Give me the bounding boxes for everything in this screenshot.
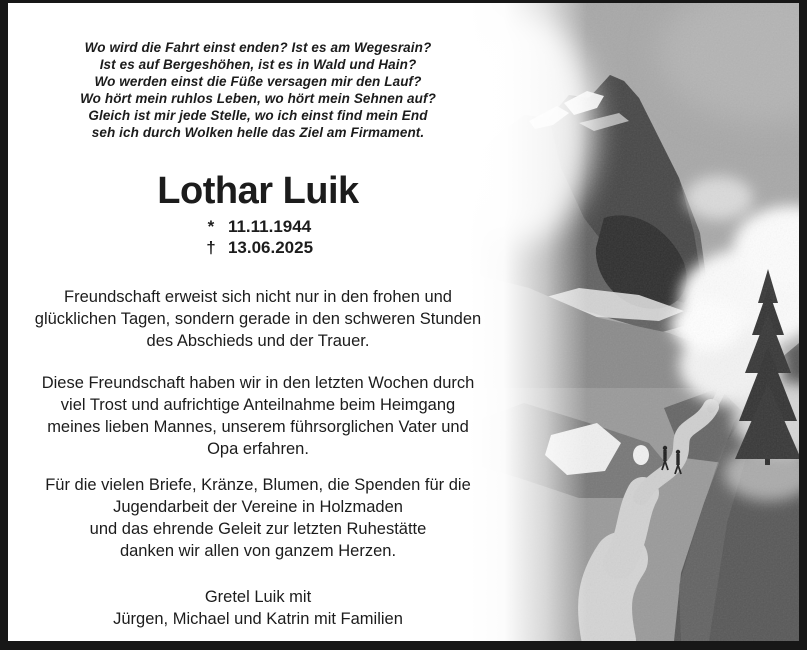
paragraph-line: des Abschieds und der Trauer. bbox=[146, 332, 370, 350]
deceased-name: Lothar Luik bbox=[157, 170, 359, 212]
paragraph-line: Opa erfahren. bbox=[207, 440, 309, 458]
poem-line: seh ich durch Wolken helle das Ziel am Firmament. bbox=[91, 125, 425, 140]
poem-line: Ist es auf Bergeshöhen, ist es in Wald und Hain? bbox=[99, 57, 417, 72]
paragraph-line: viel Trost und aufrichtige Anteilnahme beim Heimgang bbox=[60, 396, 456, 414]
memorial-poem bbox=[8, 39, 508, 141]
birth-date: 11.11.1944 bbox=[227, 217, 312, 236]
birth-date-row bbox=[203, 216, 313, 237]
paragraph-line: danken wir allen von ganzem Herzen. bbox=[119, 542, 397, 560]
paragraph-condolences bbox=[8, 372, 508, 460]
poem-line: Wo wird die Fahrt einst enden? Ist es am Wegesrain? bbox=[84, 40, 432, 55]
paragraph-friendship bbox=[8, 286, 508, 352]
mountain-photo-graphic bbox=[469, 3, 799, 641]
signature-line: Jürgen, Michael und Katrin mit Familien bbox=[113, 610, 403, 628]
paragraph-line: Freundschaft erweist sich nicht nur in den frohen und bbox=[64, 288, 452, 306]
signature-line: Gretel Luik mit bbox=[204, 588, 312, 606]
life-dates bbox=[203, 216, 313, 258]
paragraph-line: glücklichen Tagen, sondern gerade in den schweren Stunden bbox=[34, 310, 482, 328]
poem-line: Wo hört mein ruhlos Leben, wo hört mein Sehnen auf? bbox=[80, 91, 436, 106]
paragraph-line: meines lieben Mannes, unserem führsorglichen Vater und bbox=[47, 418, 469, 436]
died-cross-symbol: † bbox=[206, 238, 216, 257]
obituary-text-column bbox=[8, 3, 508, 641]
poem-line: Gleich ist mir jede Stelle, wo ich einst find mein End bbox=[88, 108, 428, 123]
paragraph-line: Jugendarbeit der Vereine in Holzmaden bbox=[113, 498, 403, 516]
mountain-photo bbox=[469, 3, 799, 641]
family-signature bbox=[8, 586, 508, 630]
death-date: 13.06.2025 bbox=[227, 238, 314, 257]
paragraph-line: Diese Freundschaft haben wir in den letzten Wochen durch bbox=[41, 374, 475, 392]
poem-line: Wo werden einst die Füße versagen mir den Lauf? bbox=[94, 74, 422, 89]
paragraph-line: Für die vielen Briefe, Kränze, Blumen, die Spenden für die bbox=[45, 476, 471, 494]
paragraph-thanks bbox=[8, 474, 508, 562]
death-date-row bbox=[203, 237, 313, 258]
born-symbol: * bbox=[207, 217, 215, 236]
paragraph-line: und das ehrende Geleit zur letzten Ruhestätte bbox=[89, 520, 427, 538]
